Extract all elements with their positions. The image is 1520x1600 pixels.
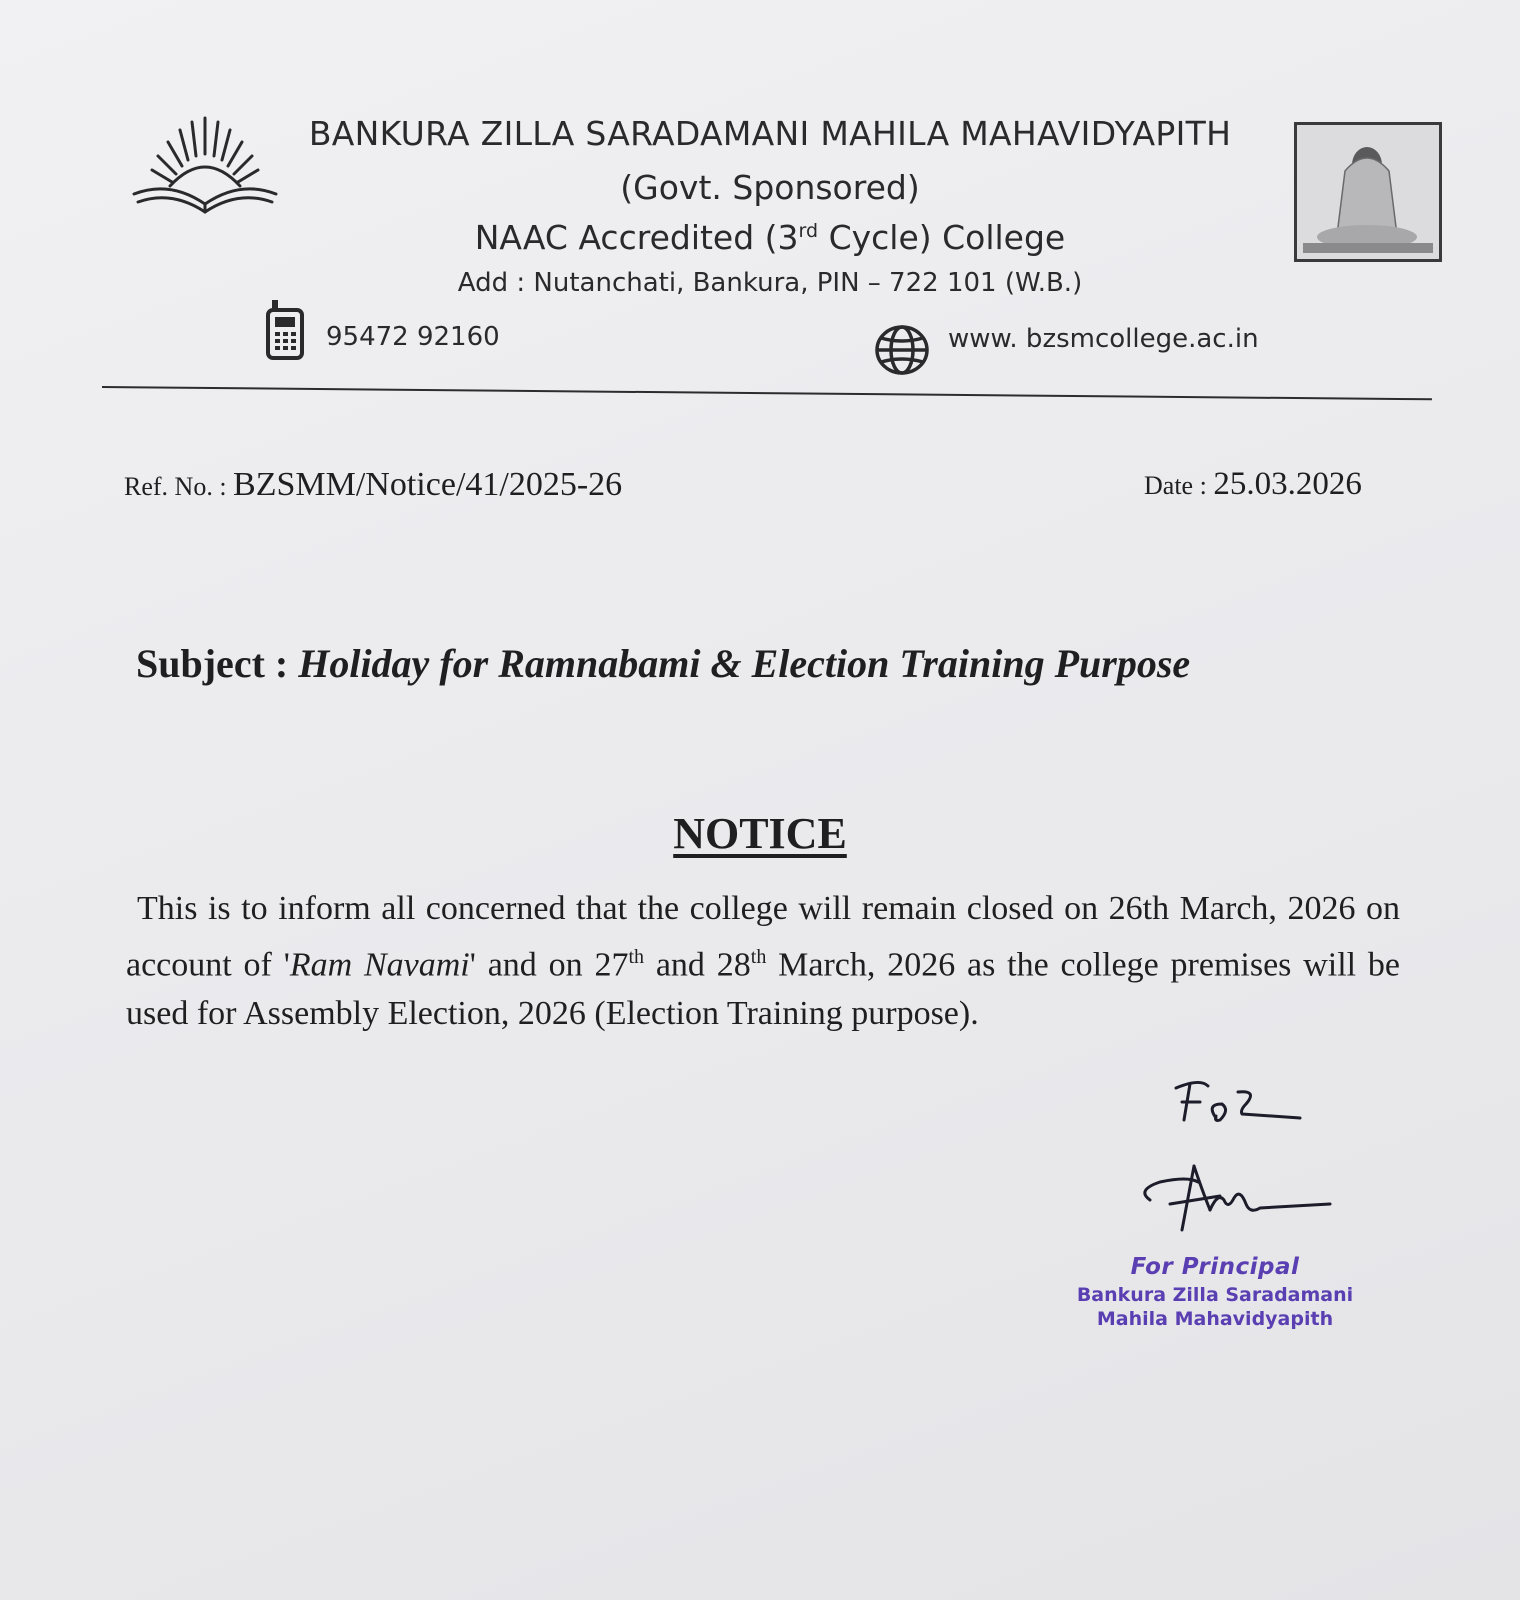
- website-url: www. bzsmcollege.ac.in: [948, 324, 1259, 354]
- stamp-for-principal: For Principal: [1130, 1254, 1300, 1280]
- notice-title: NOTICE: [673, 809, 847, 858]
- college-name: BANKURA ZILLA SARADAMANI MAHILA MAHAVIDYAPITH: [308, 114, 1232, 153]
- mobile-phone-icon: [266, 298, 306, 360]
- header-divider: [102, 386, 1432, 400]
- phone-number: 95472 92160: [326, 322, 500, 352]
- globe-icon: [874, 324, 930, 376]
- address-line: Add : Nutanchati, Bankura, PIN – 722 101 (W.B.): [457, 268, 1083, 298]
- stamp-college-line1: Bankura Zilla Saradamani: [1076, 1284, 1354, 1306]
- accreditation-line: NAAC Accredited (3rd Cycle) College: [474, 218, 1066, 257]
- notice-date: Date : 25.03.2026: [1144, 466, 1362, 502]
- notice-body: This is to inform all concerned that the college will remain closed on 26th March, 2026 on account of 'Ram Navami' and on 27th and 28th March, 2026 as the college premises will be used for Assembly Election, 2026 (Election Training purpose).: [126, 890, 1401, 1033]
- subject-line: Subject : Holiday for Ramnabami & Election Training Purpose: [136, 641, 1191, 686]
- stamp-college-line2: Mahila Mahavidyapith: [1096, 1308, 1334, 1330]
- handwritten-signature: [1130, 1080, 1370, 1240]
- college-logo: [130, 108, 280, 218]
- reference-number: Ref. No. : BZSMM/Notice/41/2025-26: [124, 466, 623, 503]
- sponsorship-line: (Govt. Sponsored): [620, 168, 920, 207]
- portrait-photo: [1294, 122, 1442, 262]
